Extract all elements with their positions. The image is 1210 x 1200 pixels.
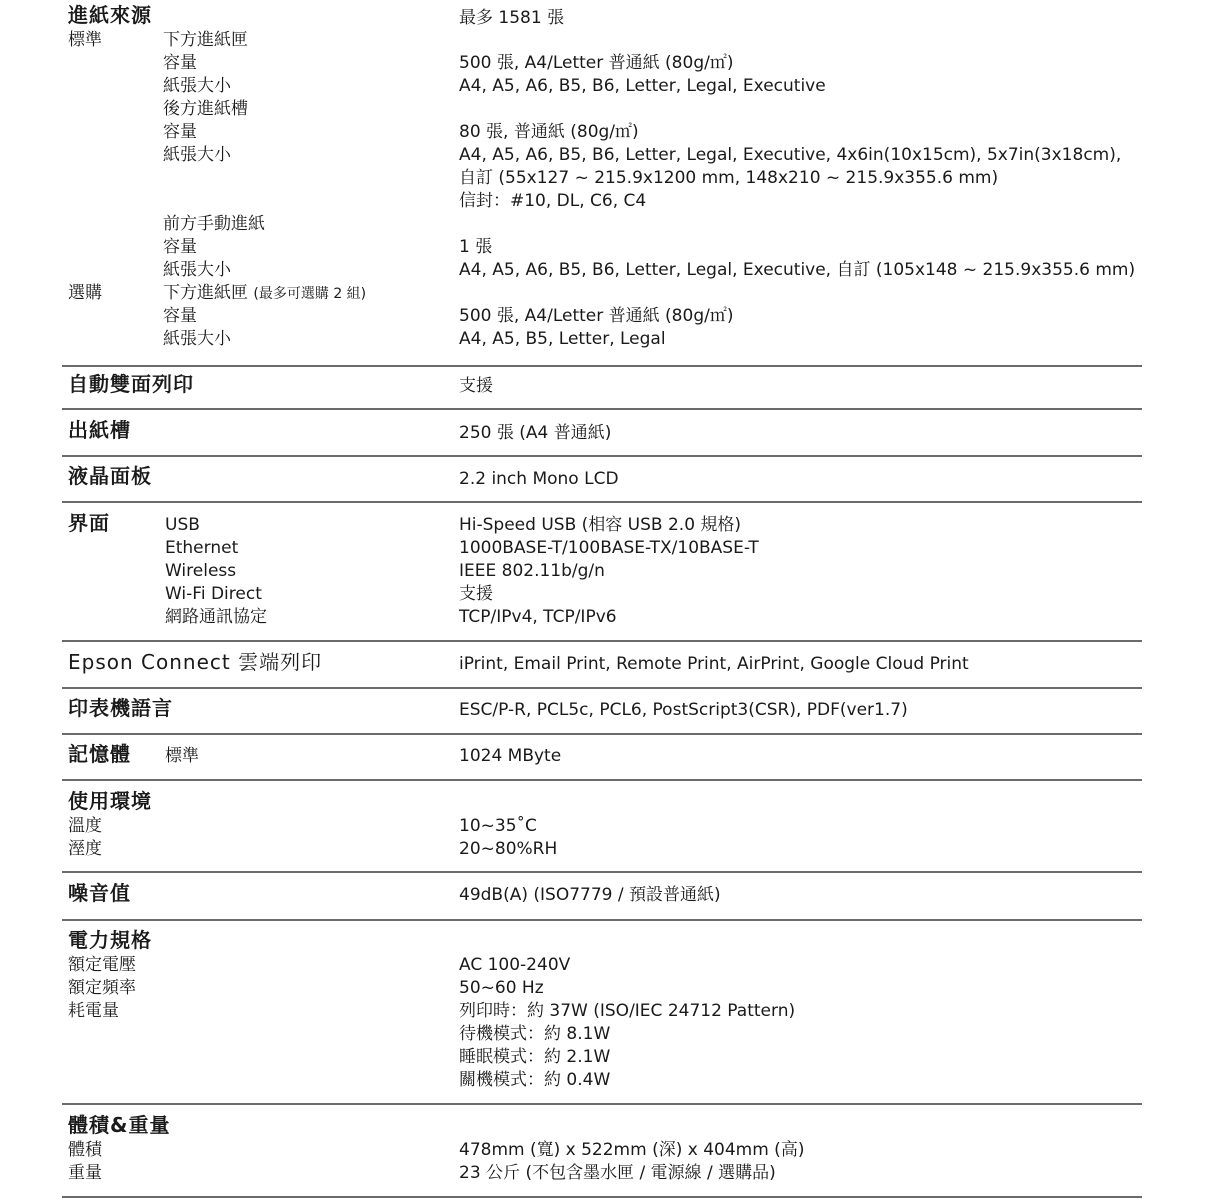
lower-capacity-label: 容量 xyxy=(163,53,197,73)
divider xyxy=(62,1103,1142,1105)
interface-ethernet-label: Ethernet xyxy=(165,538,239,558)
divider xyxy=(62,871,1142,873)
divider xyxy=(62,919,1142,921)
rear-size-value-3: 信封：#10, DL, C6, C4 xyxy=(459,191,647,211)
duplex-value: 支援 xyxy=(459,376,493,396)
memory-heading: 記憶體 xyxy=(68,742,131,766)
temperature-label: 溫度 xyxy=(68,816,102,836)
size-value: 478mm (寬) x 522mm (深) x 404mm (高) xyxy=(459,1140,805,1160)
option-label: 選購 xyxy=(68,283,102,303)
option-tray-label xyxy=(163,282,366,306)
temperature-value: 10~35˚C xyxy=(459,816,537,836)
humidity-label: 溼度 xyxy=(68,839,102,859)
consumption-off: 關機模式：約 0.4W xyxy=(459,1070,611,1090)
lower-size-label: 紙張大小 xyxy=(163,76,231,96)
option-capacity-label: 容量 xyxy=(163,306,197,326)
divider xyxy=(62,687,1142,689)
epson-connect-heading: Epson Connect 雲端列印 xyxy=(68,650,323,674)
interface-wireless-value: IEEE 802.11b/g/n xyxy=(459,561,605,581)
weight-value: 23 公斤 (不包含墨水匣 / 電源線 / 選購品) xyxy=(459,1163,776,1183)
interface-wifi-direct-label: Wi-Fi Direct xyxy=(165,584,262,604)
frequency-label: 額定頻率 xyxy=(68,978,136,998)
environment-heading: 使用環境 xyxy=(68,789,152,813)
noise-value: 49dB(A) (ISO7779 / 預設普通紙) xyxy=(459,885,721,905)
output-tray-value: 250 張 (A4 普通紙) xyxy=(459,423,612,443)
front-size-label: 紙張大小 xyxy=(163,260,231,280)
output-tray-heading: 出紙槽 xyxy=(68,418,131,442)
memory-standard-label: 標準 xyxy=(165,746,199,766)
interface-usb-label: USB xyxy=(165,515,200,535)
divider xyxy=(62,779,1142,781)
consumption-sleep: 睡眠模式：約 2.1W xyxy=(459,1047,611,1067)
rear-size-value-1: A4, A5, A6, B5, B6, Letter, Legal, Executive, 4x6in(10x15cm), 5x7in(3x18cm), xyxy=(459,145,1122,165)
lower-tray-label: 下方進紙匣 xyxy=(163,30,248,50)
rear-capacity-value: 80 張, 普通紙 (80g/㎡) xyxy=(459,122,639,142)
voltage-label: 額定電壓 xyxy=(68,955,136,975)
option-size-label: 紙張大小 xyxy=(163,329,231,349)
rear-size-value-2: 自訂 (55x127 ~ 215.9x1200 mm, 148x210 ~ 215.9x355.6 mm) xyxy=(459,168,999,188)
paper-standard-label: 標準 xyxy=(68,30,102,50)
paper-max-capacity: 最多 1581 張 xyxy=(459,8,565,28)
interface-heading: 界面 xyxy=(68,511,110,535)
front-capacity-label: 容量 xyxy=(163,237,197,257)
interface-wireless-label: Wireless xyxy=(165,561,237,581)
rear-capacity-label: 容量 xyxy=(163,122,197,142)
divider xyxy=(62,733,1142,735)
rear-slot-label: 後方進紙槽 xyxy=(163,99,248,119)
option-capacity-value: 500 張, A4/Letter 普通紙 (80g/㎡) xyxy=(459,306,734,326)
divider xyxy=(62,1196,1142,1198)
lower-capacity-value: 500 張, A4/Letter 普通紙 (80g/㎡) xyxy=(459,53,734,73)
printer-language-value: ESC/P-R, PCL5c, PCL6, PostScript3(CSR), PDF(ver1.7) xyxy=(459,700,908,720)
paper-source-heading: 進紙來源 xyxy=(68,3,152,27)
divider xyxy=(62,501,1142,503)
lcd-heading: 液晶面板 xyxy=(68,464,152,488)
epson-connect-value: iPrint, Email Print, Remote Print, AirPrint, Google Cloud Print xyxy=(459,654,969,674)
interface-protocol-label: 網路通訊協定 xyxy=(165,607,267,627)
front-manual-label: 前方手動進紙 xyxy=(163,214,265,234)
interface-protocol-value: TCP/IPv4, TCP/IPv6 xyxy=(459,607,617,627)
interface-wifi-direct-value: 支援 xyxy=(459,584,493,604)
interface-usb-value: Hi-Speed USB (相容 USB 2.0 規格) xyxy=(459,515,742,535)
size-label: 體積 xyxy=(68,1140,102,1160)
weight-label: 重量 xyxy=(68,1163,102,1183)
divider xyxy=(62,408,1142,410)
interface-ethernet-value: 1000BASE-T/100BASE-TX/10BASE-T xyxy=(459,538,759,558)
option-tray-note: (最多可選購 2 組) xyxy=(253,286,367,302)
divider xyxy=(62,455,1142,457)
option-tray-name: 下方進紙匣 xyxy=(163,283,248,303)
memory-value: 1024 MByte xyxy=(459,746,562,766)
divider xyxy=(62,365,1142,367)
consumption-label: 耗電量 xyxy=(68,1001,119,1021)
voltage-value: AC 100-240V xyxy=(459,955,571,975)
consumption-printing: 列印時：約 37W (ISO/IEC 24712 Pattern) xyxy=(459,1001,796,1021)
noise-heading: 噪音值 xyxy=(68,881,131,905)
humidity-value: 20~80%RH xyxy=(459,839,558,859)
option-size-value: A4, A5, B5, Letter, Legal xyxy=(459,329,666,349)
lcd-value: 2.2 inch Mono LCD xyxy=(459,469,619,489)
front-size-value: A4, A5, A6, B5, B6, Letter, Legal, Executive, 自訂 (105x148 ~ 215.9x355.6 mm) xyxy=(459,260,1136,280)
lower-size-value: A4, A5, A6, B5, B6, Letter, Legal, Executive xyxy=(459,76,826,96)
rear-size-label: 紙張大小 xyxy=(163,145,231,165)
front-capacity-value: 1 張 xyxy=(459,237,493,257)
printer-language-heading: 印表機語言 xyxy=(68,696,173,720)
divider xyxy=(62,640,1142,642)
dimensions-heading: 體積&重量 xyxy=(68,1113,171,1137)
power-heading: 電力規格 xyxy=(68,928,152,952)
consumption-standby: 待機模式：約 8.1W xyxy=(459,1024,611,1044)
frequency-value: 50~60 Hz xyxy=(459,978,544,998)
duplex-heading: 自動雙面列印 xyxy=(68,372,194,396)
